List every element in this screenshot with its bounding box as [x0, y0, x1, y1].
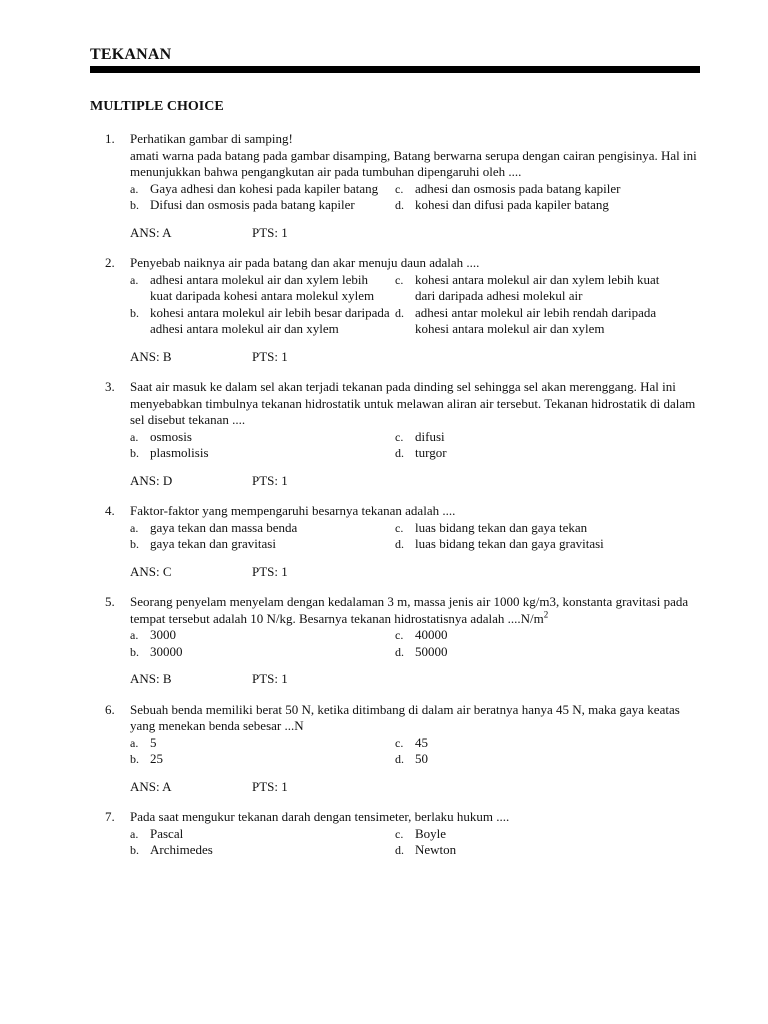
option-grid — [130, 735, 705, 768]
option-b — [130, 445, 395, 462]
option-text: gaya tekan dan massa benda — [150, 519, 298, 535]
option-letter: c. — [395, 181, 404, 196]
option-c — [395, 429, 685, 446]
option-d — [395, 197, 685, 214]
question-head — [105, 255, 705, 272]
option-b — [130, 305, 395, 338]
option-text: plasmolisis — [150, 445, 209, 460]
points: PTS: 1 — [252, 671, 288, 686]
option-grid — [130, 429, 705, 462]
question-text — [130, 131, 705, 181]
option-c — [395, 272, 685, 305]
option-letter: b. — [130, 305, 139, 320]
option-a — [130, 272, 395, 305]
option-text: osmosis — [150, 428, 192, 444]
option-grid — [130, 181, 705, 214]
question-text — [130, 379, 705, 429]
points: PTS: 1 — [252, 224, 288, 240]
question-5 — [105, 594, 705, 688]
question-list — [105, 131, 705, 859]
question-text-line: Saat air masuk ke dalam sel akan terjadi tekanan pada dinding sel sehingga sel akan merenggang. Hal ini menyebabkan timbulnya tekanan hidrostatik untuk melawan aliran air tersebut. Tekanan hidrostatik di dalam sel disebut tekanan .... — [130, 379, 696, 427]
answer-key: ANS: A — [130, 224, 172, 240]
option-text: 40000 — [415, 627, 448, 642]
question-head — [105, 379, 705, 429]
option-letter: b. — [130, 752, 139, 766]
option-text: 50000 — [415, 643, 448, 659]
option-d — [395, 751, 685, 768]
option-letter: a. — [130, 272, 139, 287]
question-number: 3. — [105, 379, 115, 394]
option-letter: b. — [130, 843, 139, 857]
option-letter: c. — [395, 520, 404, 535]
option-letter: d. — [395, 198, 404, 212]
question-gap — [105, 365, 705, 379]
answer-key: ANS: D — [130, 472, 173, 488]
question-text-line: Seorang penyelam menyelam dengan kedalaman 3 m, massa jenis air 1000 kg/m3, konstanta gravitasi pada tempat tersebut adalah 10 N/kg. Besarnya tekanan hidrostatisnya adalah ....N/m — [130, 594, 689, 626]
option-letter: a. — [130, 628, 139, 642]
option-letter: b. — [130, 537, 139, 551]
option-letter: c. — [395, 628, 404, 642]
option-text: turgor — [415, 445, 447, 460]
option-text: Pascal — [150, 825, 184, 841]
answer-row — [130, 564, 705, 581]
option-grid — [130, 520, 705, 553]
page-title: TEKANAN — [90, 46, 172, 63]
option-grid — [130, 627, 705, 660]
option-d — [395, 842, 685, 859]
question-number: 4. — [105, 503, 115, 518]
superscript: 2 — [543, 609, 549, 620]
question-text — [130, 255, 705, 272]
answer-key: ANS: B — [130, 671, 172, 686]
option-letter: b. — [130, 644, 139, 659]
question-text-line: Perhatikan gambar di samping! — [130, 131, 293, 146]
option-letter: a. — [130, 735, 139, 750]
option-text: luas bidang tekan dan gaya gravitasi — [415, 536, 604, 551]
option-text: Gaya adhesi dan kohesi pada kapiler batang — [150, 180, 379, 196]
option-letter: a. — [130, 826, 139, 841]
option-text: 30000 — [150, 643, 183, 659]
option-text: gaya tekan dan gravitasi — [150, 536, 276, 551]
question-number: 6. — [105, 701, 115, 717]
option-d — [395, 644, 685, 661]
question-text-line: Sebuah benda memiliki berat 50 N, ketika ditimbang di dalam air beratnya hanya 45 N, maka gaya keatas yang menekan benda sebesar ...N — [130, 701, 680, 733]
question-text-line: Penyebab naiknya air pada batang dan akar menuju daun adalah .... — [130, 255, 480, 270]
option-d — [395, 536, 685, 553]
question-text-line: Faktor-faktor yang mempengaruhi besarnya tekanan adalah .... — [130, 503, 456, 518]
question-4 — [105, 503, 705, 580]
option-text: 5 — [150, 734, 157, 750]
option-text: kohesi antara molekul air lebih besar daripada adhesi antara molekul air dan xylem — [150, 304, 390, 336]
option-text: adhesi antar molekul air lebih rendah daripada kohesi antara molekul air dan xylem — [415, 304, 657, 336]
answer-key: ANS: A — [130, 778, 172, 794]
option-text: 50 — [415, 751, 428, 766]
option-c — [395, 627, 685, 644]
option-text: Boyle — [415, 825, 447, 841]
points: PTS: 1 — [252, 348, 288, 364]
answer-row — [130, 225, 705, 242]
question-7 — [105, 809, 705, 859]
question-number: 1. — [105, 131, 115, 146]
question-2 — [105, 255, 705, 365]
answer-row — [130, 349, 705, 366]
question-head — [105, 131, 705, 181]
question-gap — [105, 795, 705, 809]
option-c — [395, 826, 685, 843]
option-letter: b. — [130, 198, 139, 212]
option-letter: a. — [130, 429, 139, 444]
answer-key: ANS: B — [130, 348, 172, 364]
option-d — [395, 305, 685, 338]
question-gap — [105, 580, 705, 594]
option-a — [130, 181, 395, 198]
points: PTS: 1 — [252, 778, 288, 794]
option-a — [130, 429, 395, 446]
option-grid — [130, 826, 705, 859]
option-letter: d. — [395, 752, 404, 766]
question-6 — [105, 702, 705, 796]
option-b — [130, 751, 395, 768]
option-text: adhesi antara molekul air dan xylem lebih kuat daripada kohesi antara molekul xylem — [150, 271, 375, 303]
option-letter: d. — [395, 644, 404, 659]
option-text: 3000 — [150, 627, 176, 642]
option-text: adhesi dan osmosis pada batang kapiler — [415, 180, 621, 196]
option-text: Archimedes — [150, 842, 213, 857]
question-head — [105, 594, 705, 627]
option-text: Newton — [415, 842, 457, 857]
option-b — [130, 536, 395, 553]
option-letter: c. — [395, 429, 404, 444]
question-text — [130, 809, 705, 826]
answer-key: ANS: C — [130, 563, 172, 579]
option-c — [395, 520, 685, 537]
option-a — [130, 627, 395, 644]
option-a — [130, 520, 395, 537]
question-text — [130, 702, 705, 735]
option-a — [130, 735, 395, 752]
option-grid — [130, 272, 705, 338]
question-number: 5. — [105, 594, 115, 609]
points: PTS: 1 — [252, 563, 288, 579]
option-letter: a. — [130, 520, 139, 535]
option-text: Difusi dan osmosis pada batang kapiler — [150, 197, 355, 212]
question-number: 7. — [105, 809, 115, 824]
question-text-line: Pada saat mengukur tekanan darah dengan tensimeter, berlaku hukum .... — [130, 809, 510, 824]
option-d — [395, 445, 685, 462]
question-text — [130, 594, 705, 627]
question-text-line: amati warna pada batang pada gambar disamping, Batang berwarna serupa dengan cairan pengisinya. Hal ini menunjukkan bahwa pengangkutan air pada tumbuhan dipengaruhi oleh .... — [130, 147, 697, 179]
option-letter: d. — [395, 305, 404, 320]
option-letter: a. — [130, 181, 139, 196]
option-letter: c. — [395, 735, 404, 750]
option-text: 25 — [150, 751, 163, 766]
option-b — [130, 197, 395, 214]
answer-row — [130, 779, 705, 796]
question-head — [105, 503, 705, 520]
option-text: 45 — [415, 734, 428, 750]
question-gap — [105, 241, 705, 255]
question-gap — [105, 489, 705, 503]
option-c — [395, 735, 685, 752]
option-b — [130, 644, 395, 661]
title-rule — [90, 66, 700, 73]
question-text — [130, 503, 705, 520]
question-3 — [105, 379, 705, 489]
points: PTS: 1 — [252, 472, 288, 488]
option-letter: c. — [395, 826, 404, 841]
question-1 — [105, 131, 705, 241]
section-title: MULTIPLE CHOICE — [90, 99, 224, 114]
answer-row — [130, 671, 705, 688]
question-head — [105, 809, 705, 826]
option-letter: d. — [395, 446, 404, 460]
question-number: 2. — [105, 255, 115, 270]
option-text: kohesi antara molekul air dan xylem lebih kuat dari daripada adhesi molekul air — [415, 271, 660, 303]
option-c — [395, 181, 685, 198]
option-letter: b. — [130, 446, 139, 460]
option-b — [130, 842, 395, 859]
option-text: kohesi dan difusi pada kapiler batang — [415, 197, 609, 212]
question-head — [105, 702, 705, 735]
option-text: difusi — [415, 428, 445, 444]
question-gap — [105, 688, 705, 702]
option-letter: d. — [395, 843, 404, 857]
option-a — [130, 826, 395, 843]
option-letter: d. — [395, 537, 404, 551]
option-text: luas bidang tekan dan gaya tekan — [415, 519, 588, 535]
option-letter: c. — [395, 272, 404, 287]
answer-row — [130, 473, 705, 490]
